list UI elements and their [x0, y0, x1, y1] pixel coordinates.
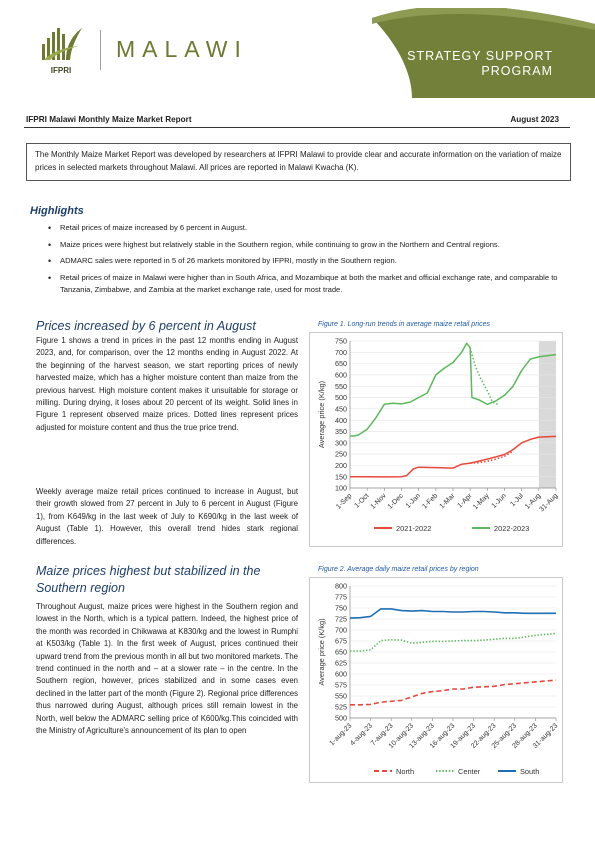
x-tick-label: 1-Nov [369, 492, 388, 511]
x-tick-label: 22-aug-23 [470, 722, 498, 750]
intro-box: The Monthly Maize Market Report was developed by researchers at IFPRI Malawi to provide clear and accurate information on the variation of maize prices in selected markets throughout Malawi. All prices are reported in Malawi Kwacha (K). [26, 143, 571, 181]
shaded-period [539, 341, 556, 488]
y-tick-label: 400 [335, 415, 347, 425]
y-tick-label: 250 [335, 449, 347, 459]
title-rule [24, 127, 570, 128]
highlight-item: • ADMARC sales were reported in 5 of 26 markets monitored by IFPRI, mostly in the Southern region. [60, 255, 560, 268]
y-tick-label: 200 [335, 460, 347, 470]
highlights-heading: Highlights [30, 205, 84, 217]
y-tick-label: 750 [335, 336, 347, 346]
legend-label: 2021-2022 [396, 524, 432, 533]
y-tick-label: 775 [335, 592, 347, 602]
x-tick-label: 7-aug-23 [369, 722, 395, 748]
figure2-chart [309, 577, 563, 783]
figure2-caption: Figure 2. Average daily maize retail prices by region [318, 566, 479, 573]
y-tick-label: 100 [335, 483, 347, 493]
y-tick-label: 650 [335, 359, 347, 369]
body-paragraph: Weekly average maize retail prices continued to increase in August, but their growth slowed from 27 percent in July to 6 percent in August (Figure 1), from K649/kg in the last week of July to K690/kg in the last week of August (Table 1). However, this overall trend hides stark regional differences. [36, 487, 298, 546]
body-paragraph: Throughout August, maize prices were highest in the Southern region and lowest in the North, which is a typical pattern. Indeed, the highest price of the month was recorded in Chikwawa at K830/kg and the lowest in Rumphi at K503/kg (Table 1). In the first week of August, prices continued their upward trend from the previous month in all but two monitored markets. The trend continued in the north and – at a slower rate – in the centre. In the Southern region, however, prices stabilized and in some cases even declined in the latter part of the month (Figure 2). Regional price differences thus narrowed during August, although prices still remain lowest in the North, well below the ADMARC selling price of K600/kg.This coincided with the Ministry of Agriculture's announcement of its plan to open [36, 602, 298, 736]
legend-label: North [396, 767, 415, 776]
program-banner [372, 8, 595, 98]
x-tick-label: 1-aug-23 [328, 722, 354, 748]
program-title-line1: STRATEGY SUPPORT [407, 49, 553, 63]
x-tick-label: 1-Oct [353, 492, 371, 510]
y-tick-label: 350 [335, 427, 347, 437]
y-axis-label: Average price (K/kg) [317, 380, 326, 449]
highlight-item: • Retail prices of maize in Malawi were higher than in South Africa, and Mozambique at both the market and official exchange rate, and comparable to Tanzania, Zimbabwe, and Zambia at the market exchange rate, used for most trade. [60, 272, 560, 297]
y-tick-label: 600 [335, 370, 347, 380]
highlight-item: • Maize prices were highest but relatively stable in the Southern region, while continuing to grow in the Northern and Central regions. [60, 239, 560, 252]
brand-divider [100, 30, 101, 70]
y-tick-label: 575 [335, 680, 347, 690]
y-tick-label: 600 [335, 669, 347, 679]
x-tick-label: 19-aug-23 [449, 722, 478, 750]
x-tick-label: 1-Apr [456, 492, 474, 510]
section-heading-prices: Prices increased by 6 percent in August [36, 319, 256, 333]
x-tick-label: 31-Aug [538, 492, 560, 514]
y-tick-label: 550 [335, 691, 347, 701]
x-tick-label: 16-aug-23 [428, 722, 457, 750]
x-tick-label: 1-Jan [404, 492, 423, 510]
y-tick-label: 550 [335, 381, 347, 391]
x-tick-label: 13-aug-23 [408, 722, 436, 750]
y-tick-label: 300 [335, 438, 347, 448]
y-tick-label: 725 [335, 614, 347, 624]
x-tick-label: 1-Jun [490, 492, 508, 510]
y-tick-label: 675 [335, 636, 347, 646]
y-tick-label: 525 [335, 702, 347, 712]
figure1-caption: Figure 1. Long-run trends in average maize retail prices [318, 321, 490, 328]
x-tick-label: 1-Aug [524, 492, 543, 511]
y-tick-label: 700 [335, 625, 347, 635]
x-tick-label: 1-Feb [421, 492, 440, 511]
x-tick-label: 1-Jul [509, 492, 526, 509]
y-tick-label: 500 [335, 713, 347, 723]
y-tick-label: 625 [335, 658, 347, 668]
x-tick-label: 1-May [472, 492, 491, 512]
x-tick-label: 4-aug-23 [349, 722, 375, 748]
x-tick-label: 1-Mar [438, 492, 457, 511]
figure1-chart [309, 332, 563, 547]
y-axis-label: Average price (K/kg) [317, 618, 326, 686]
legend-label: Center [458, 767, 481, 776]
logo-text: IFPRI [50, 66, 72, 75]
body-paragraph: Figure 1 shows a trend in prices in the past 12 months ending in August 2023, and, for comparison, over the 12 months ending in August 2022. At the beginning of the harvest season, we start reporting prices of newly harvested maize, which has a higher moisture content than maize from the previous harvest. High moisture content makes it unsuitable for storage or milling. During drying, it loses about 20 percent of its weight. Solid lines in Figure 1 represent observed maize prices. Dotted lines represent prices adjusted for moisture content and thus the true price trend. [36, 336, 298, 432]
x-tick-label: 31-aug-23 [531, 722, 560, 750]
x-tick-label: 1-Sep [335, 492, 354, 511]
highlight-item: • Retail prices of maize increased by 6 percent in August. [60, 222, 560, 235]
y-tick-label: 650 [335, 647, 347, 657]
series-adjusted-2022-2023 [470, 348, 497, 405]
legend-label: South [520, 767, 540, 776]
y-tick-label: 150 [335, 472, 347, 482]
y-tick-label: 450 [335, 404, 347, 414]
series-line-2022-2023 [350, 343, 556, 436]
report-date: August 2023 [510, 115, 559, 124]
x-tick-label: 10-aug-23 [387, 722, 416, 750]
program-title-line2: PROGRAM [481, 64, 553, 78]
y-tick-label: 800 [335, 581, 347, 591]
y-tick-label: 750 [335, 603, 347, 613]
x-tick-label: 25-aug-23 [490, 722, 519, 750]
series-line-North [350, 680, 556, 705]
legend-label: 2022-2023 [494, 524, 530, 533]
highlights-list [60, 222, 560, 301]
y-tick-label: 700 [335, 347, 347, 357]
report-title: IFPRI Malawi Monthly Maize Market Report [26, 115, 192, 124]
ifpri-logo [38, 24, 84, 76]
figure2-svg [310, 578, 564, 784]
series-line-South [350, 609, 556, 618]
x-tick-label: 1-Dec [386, 492, 405, 511]
x-tick-label: 28-aug-23 [511, 722, 539, 750]
brand-name: MALAWI [116, 36, 248, 62]
figure1-svg [310, 333, 564, 548]
series-line-Center [350, 634, 556, 652]
y-tick-label: 500 [335, 393, 347, 403]
section-heading-regions: Maize prices highest but stabilized in the Southern region [36, 564, 261, 595]
